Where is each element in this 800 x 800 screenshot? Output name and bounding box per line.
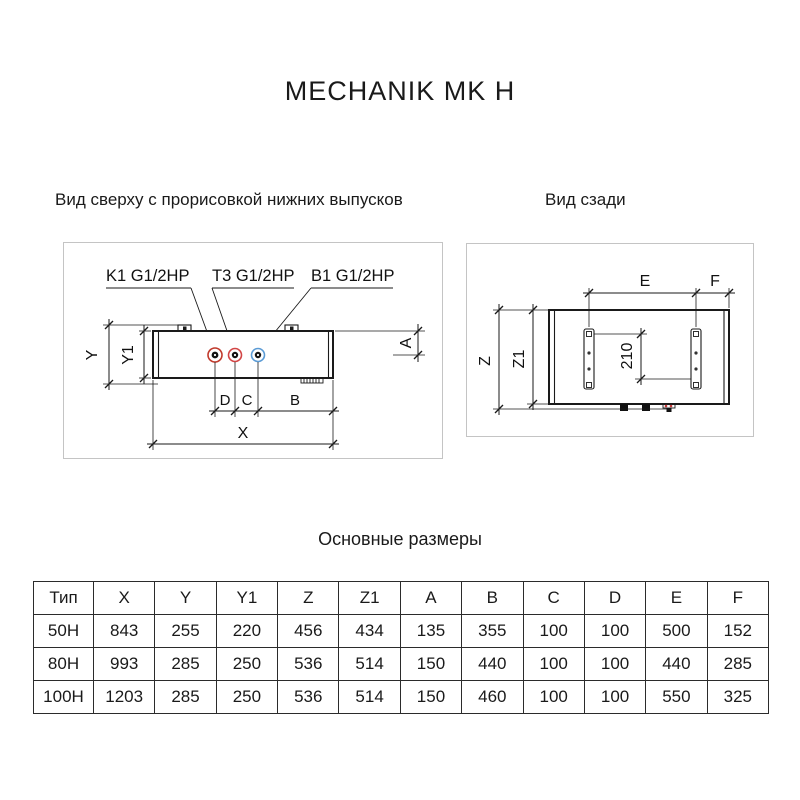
svg-text:Z: Z bbox=[477, 356, 494, 366]
top-view-panel bbox=[63, 242, 443, 459]
table-row bbox=[34, 648, 769, 681]
table-cell: 152 bbox=[707, 615, 768, 648]
table-cell: 456 bbox=[278, 615, 339, 648]
column-header: F bbox=[707, 582, 768, 615]
svg-text:Y: Y bbox=[84, 349, 101, 361]
table-cell: 100 bbox=[584, 681, 645, 714]
mount-tab-right-mark bbox=[290, 327, 294, 331]
table-cell: 150 bbox=[400, 681, 461, 714]
table-cell: 135 bbox=[400, 615, 461, 648]
svg-text:F: F bbox=[710, 273, 720, 290]
table-cell: 100 bbox=[523, 681, 584, 714]
svg-text:A: A bbox=[398, 337, 415, 349]
table-cell: 1203 bbox=[94, 681, 155, 714]
column-header: Z1 bbox=[339, 582, 400, 615]
page-title: MECHANIK MK H bbox=[284, 76, 516, 106]
tank-outline bbox=[153, 331, 333, 378]
svg-text:D: D bbox=[219, 392, 231, 409]
svg-text:E: E bbox=[639, 273, 651, 290]
table-cell: 100 bbox=[523, 648, 584, 681]
column-header: B bbox=[462, 582, 523, 615]
svg-text:Z1: Z1 bbox=[511, 349, 528, 369]
table-cell: 325 bbox=[707, 681, 768, 714]
svg-text:B: B bbox=[289, 392, 301, 409]
svg-text:210: 210 bbox=[619, 342, 636, 370]
table-cell: 100 bbox=[584, 648, 645, 681]
dim-y1 bbox=[120, 325, 151, 384]
table-cell: 285 bbox=[155, 648, 216, 681]
column-header: D bbox=[584, 582, 645, 615]
table-cell: 843 bbox=[94, 615, 155, 648]
table-cell: 250 bbox=[216, 648, 277, 681]
rear-view-drawing bbox=[467, 244, 753, 436]
dim-z1 bbox=[511, 304, 549, 410]
table-cell: 550 bbox=[646, 681, 707, 714]
column-header: Y1 bbox=[216, 582, 277, 615]
column-header: A bbox=[400, 582, 461, 615]
table-cell: 100 bbox=[523, 615, 584, 648]
column-header: E bbox=[646, 582, 707, 615]
table-cell: 220 bbox=[216, 615, 277, 648]
top-view-caption: Вид сверху с прорисовкой нижних выпусков bbox=[55, 190, 403, 209]
column-header: C bbox=[523, 582, 584, 615]
table-caption: Основные размеры bbox=[318, 529, 482, 549]
table-cell: 255 bbox=[155, 615, 216, 648]
table-cell: 536 bbox=[278, 681, 339, 714]
table-cell: 434 bbox=[339, 615, 400, 648]
tank-rear-view bbox=[549, 310, 729, 404]
rear-view-caption: Вид сзади bbox=[545, 190, 626, 209]
table-cell: 285 bbox=[155, 681, 216, 714]
rear-view-panel bbox=[466, 243, 754, 437]
table-cell: 993 bbox=[94, 648, 155, 681]
top-view-drawing bbox=[64, 243, 442, 458]
table-cell: 500 bbox=[646, 615, 707, 648]
safety-valve bbox=[663, 404, 675, 412]
dim-x bbox=[147, 380, 339, 450]
tank-top-view bbox=[153, 325, 333, 383]
bracket-left bbox=[584, 329, 594, 389]
bottom-fittings bbox=[620, 404, 675, 412]
table-cell: 80H bbox=[34, 648, 94, 681]
column-header: Z bbox=[278, 582, 339, 615]
table-cell: 285 bbox=[707, 648, 768, 681]
column-header: X bbox=[94, 582, 155, 615]
table-cell: 536 bbox=[278, 648, 339, 681]
tank-outline bbox=[549, 310, 729, 404]
svg-text:X: X bbox=[237, 425, 249, 442]
svg-text:C: C bbox=[241, 392, 253, 409]
port-label-b1: B1 G1/2HP bbox=[311, 267, 395, 285]
table-row bbox=[34, 615, 769, 648]
mount-tab-left-mark bbox=[183, 327, 187, 331]
column-header: Тип bbox=[34, 582, 94, 615]
table-cell: 440 bbox=[462, 648, 523, 681]
table-cell: 514 bbox=[339, 648, 400, 681]
table-cell: 355 bbox=[462, 615, 523, 648]
table-cell: 100 bbox=[584, 615, 645, 648]
table-cell: 150 bbox=[400, 648, 461, 681]
table-row bbox=[34, 681, 769, 714]
bracket-right bbox=[691, 329, 701, 389]
dim-a bbox=[335, 324, 425, 362]
table-cell: 514 bbox=[339, 681, 400, 714]
table-cell: 250 bbox=[216, 681, 277, 714]
table-cell: 100H bbox=[34, 681, 94, 714]
svg-text:Y1: Y1 bbox=[120, 345, 137, 365]
table-header-row bbox=[34, 582, 769, 615]
column-header: Y bbox=[155, 582, 216, 615]
table-cell: 440 bbox=[646, 648, 707, 681]
table-cell: 50H bbox=[34, 615, 94, 648]
table-cell: 460 bbox=[462, 681, 523, 714]
port-label-t3: T3 G1/2HP bbox=[212, 267, 295, 285]
port-label-k1: K1 G1/2HP bbox=[106, 267, 190, 285]
dimensions-table bbox=[33, 581, 769, 714]
